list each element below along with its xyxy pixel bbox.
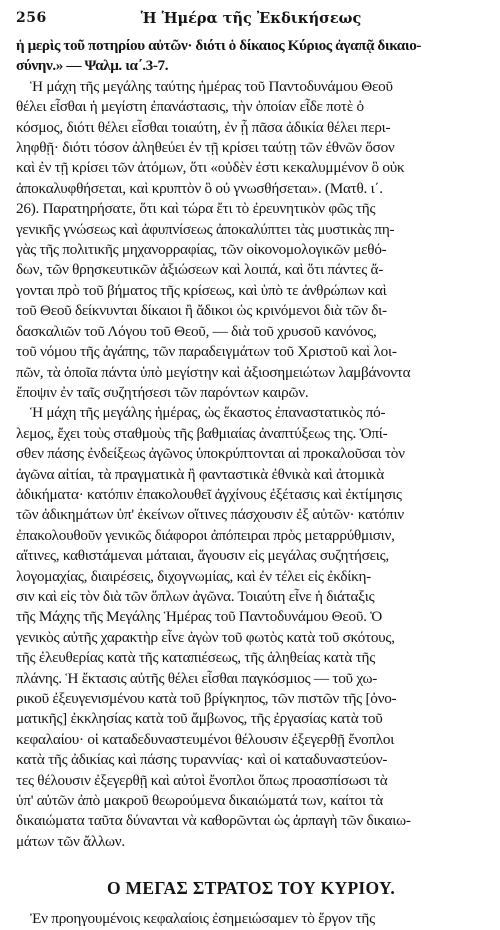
body-text xyxy=(16,36,486,852)
text-line: ἡ μερὶς τοῦ ποτηρίου αὐτῶν· διότι ὁ δίκαιος Κύριος ἀγαπᾷ δικαιο- xyxy=(16,37,422,54)
text-line: κόσμος, διότι θέλει εἶσθαι τοιαύτη, ἐν ᾗ πᾶσα ἀδικία θέλει περι- xyxy=(16,118,391,136)
text-line: δων, τῶν θρησκευτικῶν ἀξιώσεων καὶ λοιπά, καὶ ὅτι πάντες ἄ- xyxy=(16,261,384,279)
text-line: ληφθῇ· διότι τόσον ἀληθεύει ἐν τῇ κρίσει ταύτῃ τῶν ἐθνῶν ὅσον xyxy=(16,139,395,157)
text-line: Ἡ μάχη τῆς μεγάλης ταύτης ἡμέρας τοῦ Παντοδυνάμου Θεοῦ xyxy=(30,77,393,95)
text-line: αἵτινες, καθιστάμεναι μάταιαι, ἄγουσιν εἰς μεγάλας συζητήσεις, xyxy=(16,547,389,565)
text-line: γενικῆς γνώσεως καὶ ἀφυπνίσεως ἀποκαλύπτει τὰς μυστικὰς πη- xyxy=(16,220,395,238)
running-title: Ἡ Ἡμέρα τῆς Ἐκδικήσεως xyxy=(140,10,362,27)
text-line: πῶν, τὰ ὁποῖα πάντα ὑπὸ μεγίστην καὶ ἀξιοσημειώτων λαμβάνοντα xyxy=(16,363,411,381)
text-line: ρικοῦ ἐξευγενισμένου κατὰ τοῦ βρίγκηπος, τῶν πιστῶν τῆς [ὀνο- xyxy=(16,690,397,707)
text-line: τῆς Μάχης τῆς Μεγάλης Ἡμέρας τοῦ Παντοδυνάμου Θεοῦ. Ὁ xyxy=(16,608,382,626)
text-line: μάτων τῶν ἄλλων. xyxy=(16,832,125,850)
text-line: τοῦ νόμου τῆς ἀγάπης, τῶν παραδειγμάτων τοῦ Χριστοῦ καὶ λοι- xyxy=(16,343,397,361)
text-line: λογομαχίας, διαιρέσεις, διχογνωμίας, καὶ ἐν τέλει εἰς ἐκδίκη- xyxy=(16,567,371,585)
text-line: τῆς ἐλευθερίας κατὰ τῆς καταπιέσεως, τῆς ἀληθείας κατὰ τῆς xyxy=(16,649,375,667)
text-line: σιν καὶ εἰς τὸν διὰ τῶν ὅπλων ἀγῶνα. Τοιαύτη εἶνε ἡ διάταξις xyxy=(16,587,375,605)
text-line: ἀδικήματα· κατόπιν ἐπακολουθεῖ ἀγχίνους ἐξέτασις καὶ ἐκτίμησις xyxy=(16,485,402,503)
text-line: πλάνης. Ἡ ἔκτασις αὐτῆς θέλει εἶσθαι παγκόσμιος — τοῦ χω- xyxy=(16,669,378,687)
text-line: θέλει εἶσθαι ἡ μεγίστη ἐπανάστασις, τὴν ὁποίαν εἶδε ποτὲ ὁ xyxy=(16,98,364,116)
section-heading: Ο ΜΕΓΑΣ ΣΤΡΑΤΟΣ ΤΟΥ ΚΥΡΙΟΥ. xyxy=(106,878,396,899)
text-line: γὰς τῆς πολιτικῆς μηχανορραφίας, τῶν οἰκονομολογικῶν μεθό- xyxy=(16,241,387,259)
text-line: λεμος, ἔχει τοὺς σταθμοὺς τῆς βαθμιαίας ἀναπτύξεως της. Ὁπί- xyxy=(16,424,388,442)
text-line: γενικὸς αὐτῆς χαρακτὴρ εἶνε ἀγὼν τοῦ φωτὸς κατὰ τοῦ σκότους, xyxy=(16,628,395,646)
text-line: ἔποψιν ἐν ταῖς συζητήσεσι τῶν παρόντων καιρῶν. xyxy=(16,383,309,401)
text-line: κεφαλαίου· οἱ καταδεδυναστευμένοι θέλουσιν ἐξεγερθῇ ἔνοπλοι xyxy=(16,730,395,748)
text-line: ὑπ' αὐτῶν ἀπὸ μακροῦ θεωρούμενα δικαιώματά των, καίτοι τὰ xyxy=(16,792,383,810)
text-line: δικαιώματα ταῦτα δύνανται νὰ καθορῶνται ὡς ἁρπαγὴ τῶν δικαιω- xyxy=(16,812,411,830)
text-line: κατὰ τῆς ἀδικίας καὶ πάσης τυραννίας· καὶ οἱ καταδυναστεύον- xyxy=(16,751,388,769)
text-line: τῶν ἀδικημάτων ὑπ' ἐκείνων οἵτινες πάσχουσιν ἐξ αὐτῶν· κατόπιν xyxy=(16,506,404,524)
text-line: Ἐν προηγουμένοις κεφαλαίοις ἐσημειώσαμεν τὸ ἔργον τῆς xyxy=(30,910,375,928)
page-header xyxy=(16,10,486,36)
text-line: ἀποκαλυφθήσεται, καὶ κρυπτὸν ὃ οὐ γνωσθήσεται». (Ματθ. ι΄. xyxy=(16,179,383,197)
text-line: 26). Παρατηρήσατε, ὅτι καὶ τώρα ἔτι τὸ ἐρευνητικὸν φῶς τῆς xyxy=(16,200,376,218)
text-line: γονται πρὸ τοῦ βήματος τῆς κρίσεως, καὶ ὑπὸ τε ἀνθρώπων καὶ xyxy=(16,281,387,299)
page-number: 256 xyxy=(16,10,47,26)
text-line: ματικῆς] ἐκκλησίας κατὰ τοῦ ἄμβωνος, τῆς ἐργασίας κατὰ τοῦ xyxy=(16,710,383,728)
text-line: ἀγῶνα αἰτίαι, τὰ πραγματικὰ ἢ φανταστικὰ ἐθνικὰ καὶ ἀτομικὰ xyxy=(16,465,384,483)
text-line: Ἡ μάχη τῆς μεγάλης ἡμέρας, ὡς ἕκαστος ἐπαναστατικὸς πό- xyxy=(30,404,386,422)
text-line: σθεν πάσης ἐνδείξεως ἀγῶνος ὑποκρύπτονται αἱ προκαλοῦσαι τὸν xyxy=(16,445,405,463)
text-line: ἐπακολουθοῦν γενικῶς διάφοροι ἀπόπειραι πρὸς μεταρρύθμισιν, xyxy=(16,526,395,544)
text-line: δασκαλιῶν τοῦ Λόγου τοῦ Θεοῦ, — διὰ τοῦ χρυσοῦ κανόνος, xyxy=(16,322,377,340)
text-line: τες θέλουσιν ἐξεγερθῇ καὶ αὐτοὶ ἔνοπλοι ὅπως προασπίσωσι τὰ xyxy=(16,771,388,789)
text-line: καὶ ἐν τῇ κρίσει τῶν ἀτόμων, ὅτι «οὐδὲν ἐστι κεκαλυμμένον ὃ οὐκ xyxy=(16,159,405,177)
text-line: τοῦ Θεοῦ δείκνυνται δίκαιοι ἢ ἄδικοι ὡς κρινόμενοι διὰ τῶν δι- xyxy=(16,302,387,320)
text-line: σύνην.» — Ψαλμ. ια΄.3-7. xyxy=(16,57,169,75)
